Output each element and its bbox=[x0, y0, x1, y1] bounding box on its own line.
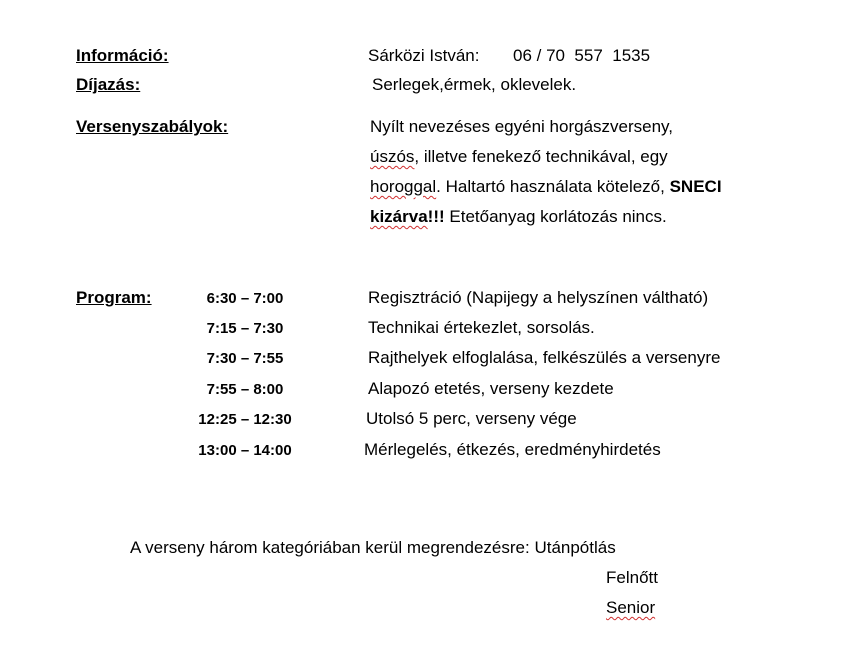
spell-flag-horoggal: horoggal bbox=[370, 177, 437, 196]
rules-line-4 bbox=[370, 207, 667, 227]
rules-line-3 bbox=[370, 177, 722, 197]
rules-line-3-mid: . Haltartó használata kötelező, bbox=[436, 177, 670, 196]
fees-label: Díjazás: bbox=[76, 75, 141, 94]
category-felnott: Felnőtt bbox=[606, 568, 658, 587]
program-desc: Regisztráció (Napijegy a helyszínen váltható) bbox=[368, 288, 709, 307]
program-time: 12:25 – 12:30 bbox=[198, 411, 292, 428]
contact-name: Sárközi István: bbox=[368, 46, 480, 65]
rules-line-2-rest: , illetve fenekező technikával, egy bbox=[414, 147, 668, 166]
rules-sneci: SNECI bbox=[669, 177, 722, 196]
rules-exclaim: !!! bbox=[427, 207, 445, 226]
rules-line-2 bbox=[370, 147, 668, 167]
program-time: 7:15 – 7:30 bbox=[206, 320, 284, 337]
fees-value: Serlegek,érmek, oklevelek. bbox=[372, 75, 577, 94]
category-senior: Senior bbox=[606, 598, 656, 617]
contact-phone: 06 / 70 557 1535 bbox=[513, 46, 651, 65]
program-time: 13:00 – 14:00 bbox=[198, 442, 292, 459]
program-desc: Utolsó 5 perc, verseny vége bbox=[366, 409, 577, 428]
spell-flag-uszos: úszós bbox=[370, 147, 415, 166]
program-time: 7:30 – 7:55 bbox=[206, 350, 284, 367]
info-label: Információ: bbox=[76, 46, 169, 65]
spell-flag-kizarva: kizárva bbox=[370, 207, 428, 226]
program-time: 6:30 – 7:00 bbox=[206, 290, 284, 307]
program-desc: Rajthelyek elfoglalása, felkészülés a versenyre bbox=[368, 348, 721, 367]
categories-intro: A verseny három kategóriában kerül megrendezésre: Utánpótlás bbox=[130, 538, 616, 557]
program-time: 7:55 – 8:00 bbox=[206, 381, 284, 398]
program-desc: Alapozó etetés, verseny kezdete bbox=[368, 379, 614, 398]
program-label: Program: bbox=[76, 288, 152, 307]
rules-label: Versenyszabályok: bbox=[76, 117, 229, 136]
rules-line-4-rest: Etetőanyag korlátozás nincs. bbox=[444, 207, 667, 226]
program-desc: Mérlegelés, étkezés, eredményhirdetés bbox=[364, 440, 661, 459]
program-desc: Technikai értekezlet, sorsolás. bbox=[368, 318, 595, 337]
rules-line-1: Nyílt nevezéses egyéni horgászverseny, bbox=[370, 117, 674, 136]
